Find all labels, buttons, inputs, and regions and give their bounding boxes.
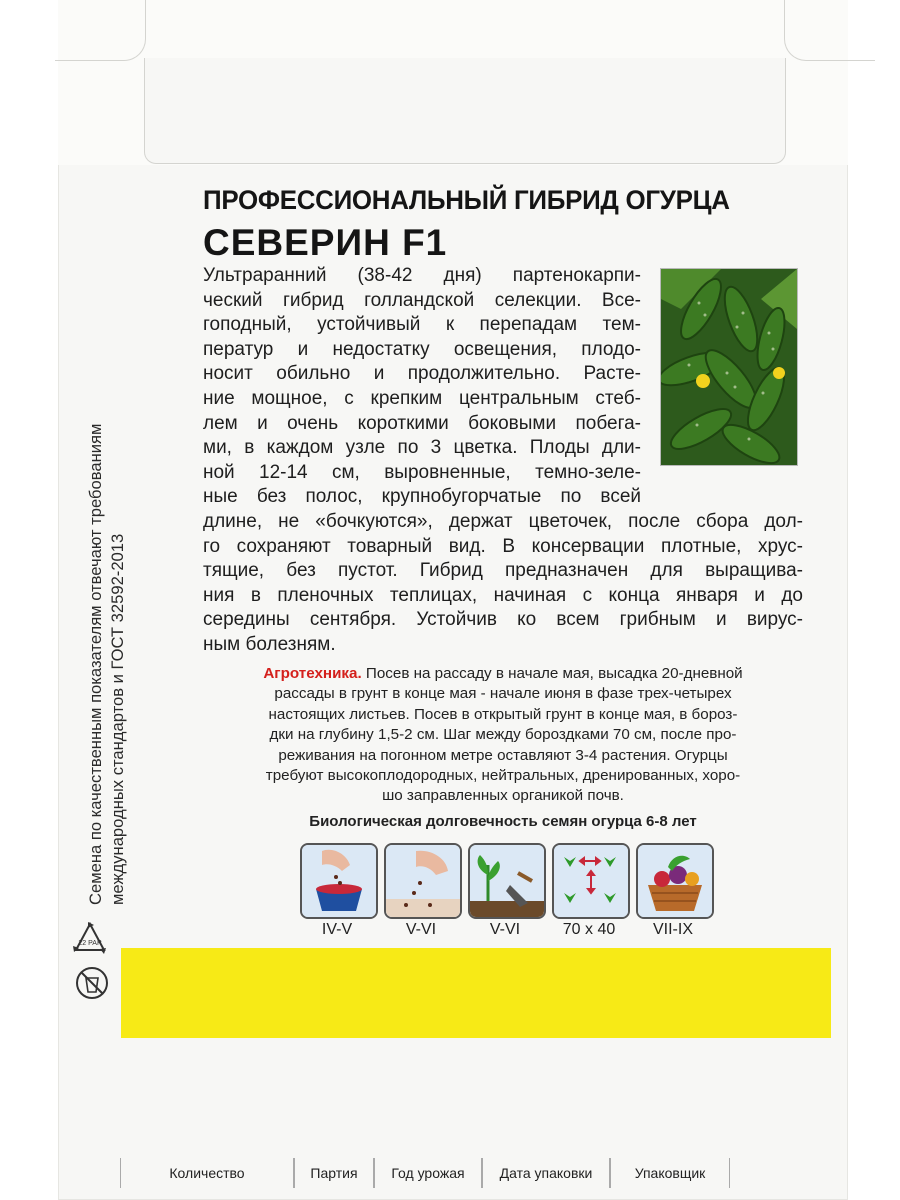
agro-line: рассады в грунт в конце мая - начале июня в фазе трех-четырех — [274, 685, 732, 703]
agro-line: дки на глубину 1,5-2 см. Шаг между бороздками 70 см, после про- — [269, 726, 737, 744]
growing-pictograms — [300, 843, 710, 943]
product-name: СЕВЕРИН F1 — [203, 222, 448, 263]
agro-label: Агротехника. — [263, 665, 362, 682]
footer-packer: Упаковщик — [610, 1158, 730, 1188]
quality-statement — [85, 245, 129, 905]
agrotechnics-section — [203, 664, 803, 807]
description-line: Ультраранний (38-42 дня) партенокарпи- — [203, 265, 641, 286]
description-line: ной 12-14 см, выровненные, темно-зеле- — [203, 461, 641, 483]
sowing-seeds-icon — [384, 843, 462, 919]
agro-line: шо заправленных органикой почв. — [382, 787, 624, 805]
seed-longevity: Биологическая долговечность семян огурца 6-8 лет — [309, 813, 697, 830]
icon-caption: 70 х 40 — [562, 921, 616, 938]
yellow-band — [121, 948, 831, 1038]
flap-fold-line — [144, 58, 786, 164]
harvest-basket-icon — [636, 843, 714, 919]
agro-line: требуют высокоплодородных, нейтральных, дренированных, хоро- — [265, 767, 741, 785]
quality-line: Семена по качественным показателям отвечают требованиям — [86, 423, 105, 905]
description-line: ние мощное, с крепким центральным стеб- — [203, 387, 641, 409]
description-line: ные без полос, крупнобугорчатые по всей — [203, 486, 641, 508]
description-line: ческий гибрид голландской селекции. Все- — [203, 289, 641, 311]
footer-quantity: Количество — [120, 1158, 294, 1188]
packet-flap — [58, 0, 848, 165]
description-line: го сохраняют товарный вид. В консервации плотные, хрус- — [203, 535, 803, 557]
description-line: носит обильно и продолжительно. Расте- — [203, 363, 641, 385]
planting-scheme-icon — [552, 843, 630, 919]
product-subtitle: ПРОФЕССИОНАЛЬНЫЙ ГИБРИД ОГУРЦА — [203, 185, 730, 215]
description-line: лем и очень короткими боковыми побега- — [203, 412, 641, 434]
variety-description — [203, 264, 803, 658]
description-line: ми, в каждом узле по 3 цветка. Плоды дли- — [203, 437, 641, 459]
description-line: длине, не «бочкуются», держат цветочек, после сбора дол- — [203, 510, 803, 532]
icon-caption: VII-IX — [652, 921, 693, 938]
recycling-symbol-icon — [70, 920, 110, 960]
seed-soaking-icon — [300, 843, 378, 919]
footer-pack-date: Дата упаковки — [482, 1158, 610, 1188]
do-not-litter-icon — [75, 966, 109, 1000]
footer-batch: Партия — [294, 1158, 374, 1188]
description-line: гоподный, устойчивый к перепадам тем- — [203, 314, 641, 336]
description-line: тящие, без пустот. Гибрид предназначен для выращива- — [203, 560, 803, 582]
packing-info-footer — [120, 1158, 832, 1190]
description-line: ния в пленочных теплицах, начиная с конца января и до — [203, 584, 803, 606]
description-line: ператур и недостатку освещения, плодо- — [203, 338, 641, 360]
agro-first-line — [203, 664, 803, 684]
description-line: середины сентября. Устойчив ко всем грибным и вирус- — [203, 609, 803, 631]
footer-harvest-year: Год урожая — [374, 1158, 482, 1188]
agro-line: настоящих листьев. Посев в открытый грунт в конце мая, в бороз- — [268, 705, 738, 723]
description-line: ным болезням. — [203, 633, 336, 655]
eco-mark-text: 22 PAP — [78, 940, 102, 947]
icon-caption: IV-V — [321, 921, 353, 938]
quality-line: международных стандартов и ГОСТ 32592-2013 — [108, 533, 127, 905]
agro-first-text: Посев на рассаду в начале мая, высадка 20-дневной — [361, 665, 743, 682]
icon-caption: V-VI — [405, 921, 437, 938]
icon-caption: V-VI — [489, 921, 521, 938]
agro-line: реживания на погонном метре оставляют 3-4 растения. Огурцы — [278, 746, 728, 764]
transplanting-icon — [468, 843, 546, 919]
